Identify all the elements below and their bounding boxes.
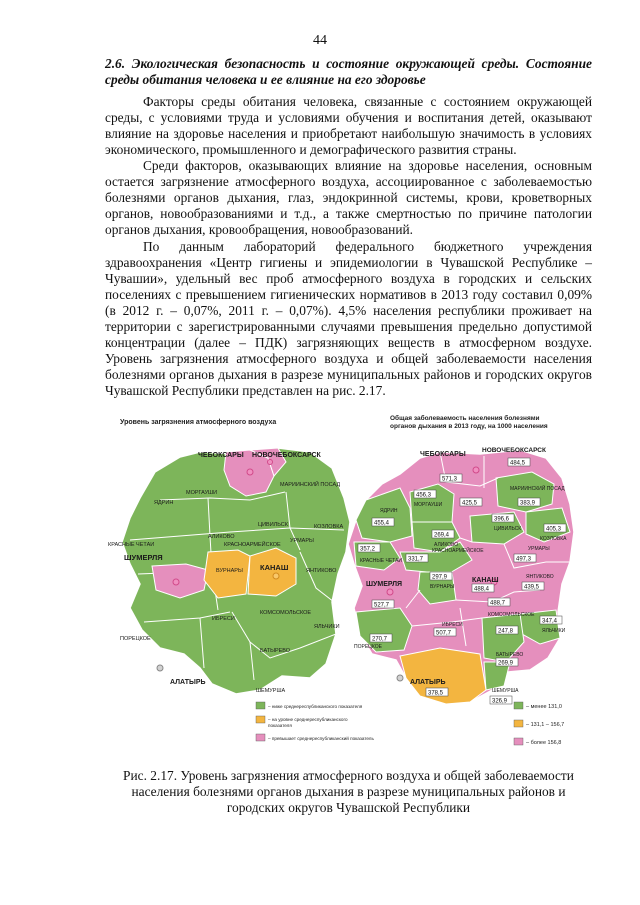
value-krasnye-chetai: 357,2 (360, 546, 376, 553)
right-legend-low: – менее 131,0 (526, 704, 562, 710)
left-label-kozlovka: КОЗЛОВКА (314, 524, 344, 530)
paragraph-3: По данным лабораторий федерального бюджетного учреждения здравоохранения «Центр гигиены и эпидемиологии в Чувашской Республике – Чувашии», удельный вес проб атмосферного воздуха в городских и сельских поселениях с превышением гигиенических нормативов в 2013 году составил 0,09% (в 2012 г. – 0,07%, 2011 г. – 0,07%). 4,5% населения республики проживает на территории с зарегистрированными случаями превышения предельно допустимой концентрации (далее – ПДК) загрязняющих веществ в атмосферном воздухе. Уровень загрязнения атмосферного воздуха и общей заболеваемости населения болезнями органов дыхания в разрезе муниципальных районов и городских округов Чувашской Республики представлен на рис. 2.17. (105, 239, 592, 398)
left-label-krasnye-chetai: КРАСНЫЕ ЧЕТАИ (108, 542, 155, 548)
value-batyrevo: 247,8 (498, 628, 514, 635)
left-legend-swatch-pink (256, 734, 265, 741)
left-label-mariinsky-posad: МАРИИНСКИЙ ПОСАД (280, 482, 341, 488)
right-label-urmary: УРМАРЫ (528, 546, 550, 552)
left-legend-above: – превышает среднереспубликанский показатель (268, 736, 374, 741)
right-label-tsivilsk: ЦИВИЛЬСК (494, 526, 522, 532)
right-label-morgaushi: МОРГАУШИ (414, 502, 443, 508)
value-yalchiki: 347,4 (542, 618, 558, 625)
figure-maps-svg (100, 412, 600, 767)
left-marker-alatyr (157, 665, 163, 671)
left-label-yadrin: ЯДРИН (154, 500, 174, 506)
left-label-cheboksary: ЧЕБОКСАРЫ (198, 452, 244, 459)
right-label-ibresi: ИБРЕСИ (442, 622, 463, 628)
left-label-yantikovo: ЯНТИКОВО (306, 568, 337, 574)
value-morgaushi: 456,3 (416, 492, 432, 499)
right-legend-high: – более 156,8 (526, 740, 562, 746)
value-vurnary: 297,9 (432, 574, 448, 581)
left-region-kanash (248, 548, 296, 596)
value-kanash: 488,4 (474, 586, 490, 593)
right-label-batyrevo: БАТЫРЕВО (496, 652, 524, 658)
section-heading: 2.6. Экологическая безопасность и состояние окружающей среды. Состояние среды обитания человека и ее влияние на его здоровье (105, 56, 592, 87)
left-label-poretskoe: ПОРЕЦКОЕ (120, 636, 151, 642)
left-label-tsivilsk: ЦИВИЛЬСК (258, 522, 288, 528)
right-map-title-2: органов дыхания в 2013 году, на 1000 населения (390, 423, 548, 430)
value-batyrevo2: 269,9 (498, 660, 514, 667)
left-map (108, 419, 374, 741)
right-label-yantikovo: ЯНТИКОВО (526, 574, 554, 580)
left-marker-cheboksary (247, 469, 253, 475)
left-label-morgaushi: МОРГАУШИ (186, 490, 218, 496)
right-label-novocheboksarsk: НОВОЧЕБОКСАРСК (482, 447, 546, 454)
left-label-krasnoarmeyskoe: КРАСНОАРМЕЙСКОЕ (224, 542, 281, 548)
right-label-yalchiki: ЯЛЬЧИКИ (542, 628, 566, 634)
paragraph-2: Среди факторов, оказывающих влияние на здоровье населения, основным остается загрязнение атмосферного воздуха, ассоциированное с заболеваемостью болезнями органов дыхания, глаз, эндокринной системы, крови, кроветворных органов, новообразованиями и т.д., а также смертностью по причине патологии органов дыхания, кровообращения, новообразований. (105, 158, 592, 237)
left-label-batyrevo: БАТЫРЕВО (260, 648, 291, 654)
value-poretskoe: 270,7 (372, 636, 388, 643)
right-label-kanash: КАНАШ (472, 577, 499, 584)
right-map-legend (514, 702, 564, 746)
value-morgaushi2: 425,5 (462, 500, 478, 507)
right-label-alikovo: АЛИКОВО (434, 542, 459, 548)
value-mariinsky-posad: 383,9 (520, 500, 536, 507)
value-novocheboksarsk: 484,5 (510, 460, 526, 467)
right-label-kozlovka: КОЗЛОВКА (540, 536, 567, 542)
value-alikovo: 269,4 (434, 532, 450, 539)
left-legend-at-level-2: показателя (268, 723, 292, 728)
value-yantikovo: 439,5 (524, 584, 540, 591)
value-shemursha: 326,9 (492, 698, 508, 705)
left-legend-at-level: – на уровне среднереспубликанского (268, 717, 348, 722)
value-kozlovka: 405,3 (546, 526, 562, 533)
value-yadrin: 455,4 (374, 520, 390, 527)
left-label-vurnary: ВУРНАРЫ (216, 568, 243, 574)
right-legend-swatch-orange (514, 720, 523, 727)
value-urmary: 497,3 (516, 556, 532, 563)
left-label-alatyr: АЛАТЫРЬ (170, 679, 206, 686)
left-label-kanash: КАНАШ (260, 563, 289, 572)
left-marker-shumerlya (173, 579, 179, 585)
page-number: 44 (313, 33, 327, 48)
left-label-alikovo: АЛИКОВО (208, 534, 235, 540)
right-label-krasnye-chetai: КРАСНЫЕ ЧЕТАИ (360, 558, 402, 564)
left-label-urmary: УРМАРЫ (290, 538, 314, 544)
right-label-alatyr: АЛАТЫРЬ (410, 679, 446, 686)
left-label-ibresi: ИБРЕСИ (212, 616, 235, 622)
right-legend-swatch-green (514, 702, 523, 709)
right-legend-swatch-pink (514, 738, 523, 745)
right-label-yadrin: ЯДРИН (380, 508, 398, 514)
left-label-shemursha: ШЕМУРША (256, 688, 286, 694)
figure-2-17 (100, 412, 600, 767)
value-krasnoarmeyskoe: 331,7 (408, 556, 424, 563)
right-marker-alatyr (397, 675, 403, 681)
left-legend-swatch-green (256, 702, 265, 709)
right-label-mariinsky-posad: МАРИИНСКИЙ ПОСАД (510, 486, 565, 492)
left-legend-below: – ниже среднереспубликанского показателя (268, 704, 363, 709)
right-legend-mid: – 131,1 – 156,7 (526, 722, 565, 728)
left-label-komsomolskoe: КОМСОМОЛЬСКОЕ (260, 610, 312, 616)
right-label-vurnary: ВУРНАРЫ (430, 584, 455, 590)
left-label-novocheboksarsk: НОВОЧЕБОКСАРСК (252, 452, 321, 459)
value-ibresi: 507,7 (436, 630, 452, 637)
right-label-poretskoe: ПОРЕЦКОЕ (354, 644, 382, 650)
left-marker-novocheboksarsk (268, 460, 273, 465)
right-label-shumerlya: ШУМЕРЛЯ (366, 581, 403, 588)
left-legend-swatch-orange (256, 716, 265, 723)
right-marker-cheboksary (473, 467, 479, 473)
right-marker-shumerlya (387, 589, 393, 595)
paragraph-1: Факторы среды обитания человека, связанные с состоянием окружающей среды, с условиями труда и условиями обучения и воспитания детей, оказывают влияние на здоровье населения и приобретают наибольшую значимость в условиях экономического, промышленного и демографического развития страны. (105, 94, 592, 157)
right-label-cheboksary: ЧЕБОКСАРЫ (420, 451, 466, 458)
left-map-title: Уровень загрязнения атмосферного воздуха (120, 419, 277, 426)
value-shumerlya: 527,7 (374, 602, 390, 609)
right-map (348, 414, 574, 746)
value-cheboksary: 571,3 (442, 476, 458, 483)
right-map-title-1: Общая заболеваемость населения болезнями (390, 415, 540, 422)
value-kanash-district: 488,7 (490, 600, 506, 607)
figure-caption: Рис. 2.17. Уровень загрязнения атмосферного воздуха и общей заболеваемости населения болезнями органов дыхания в разрезе муниципальных районов и городских округов Чувашской Республики (123, 768, 574, 815)
left-map-legend (256, 702, 374, 741)
right-region-yadrin (356, 488, 412, 542)
left-marker-kanash (273, 573, 279, 579)
left-label-yalchiki: ЯЛЬЧИКИ (314, 624, 340, 630)
right-label-krasnoarmeyskoe: КРАСНОАРМЕЙСКОЕ (432, 548, 484, 554)
right-label-shemursha: ШЕМУРША (492, 688, 519, 694)
value-tsivilsk: 396,6 (494, 516, 510, 523)
value-alatyr: 378,5 (428, 690, 444, 697)
left-label-shumerlya: ШУМЕРЛЯ (124, 553, 163, 562)
right-label-komsomolskoe: КОМСОМОЛЬСКОЕ (488, 612, 535, 618)
